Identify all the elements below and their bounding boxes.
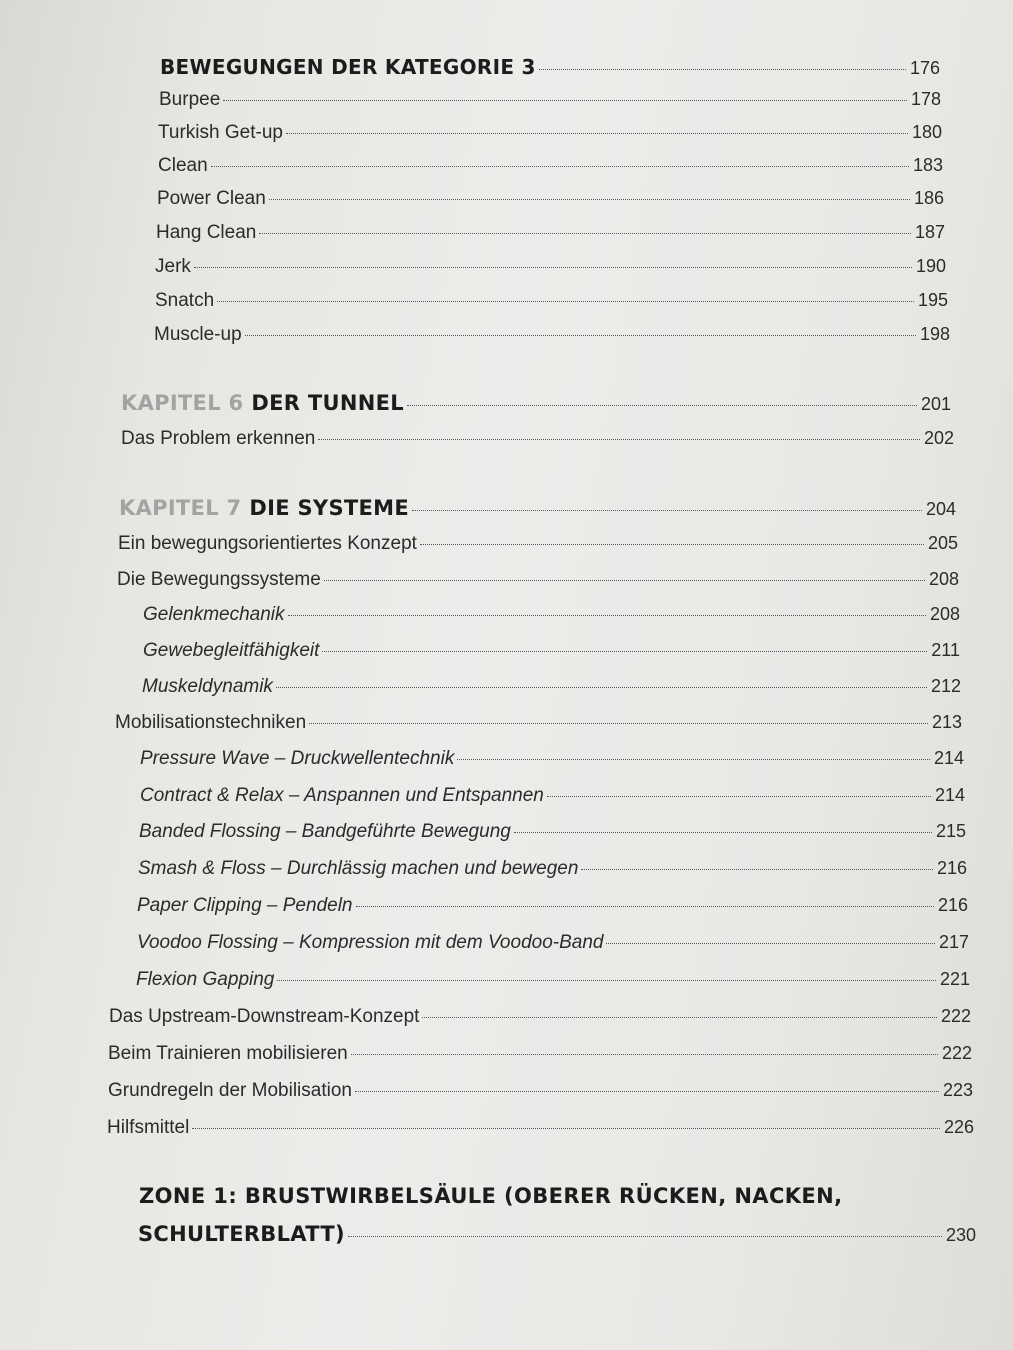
toc-subentry [140, 785, 965, 807]
dot-leader [309, 723, 928, 724]
page-number: 187 [914, 222, 945, 242]
toc-entry-title: Paper Clipping – Pendeln [137, 895, 353, 916]
toc-entry [159, 89, 941, 111]
toc-entry-title: Banded Flossing – Bandgeführte Bewegung [139, 821, 511, 842]
toc-entry [121, 428, 954, 450]
dot-leader [286, 133, 908, 134]
page-number: 222 [941, 1043, 972, 1063]
dot-leader [514, 832, 932, 833]
toc-entry-title: Hang Clean [156, 222, 257, 243]
dot-leader [269, 199, 910, 200]
page-number: 190 [915, 256, 946, 276]
chapter-heading [121, 391, 404, 415]
toc-subentry [139, 821, 966, 843]
toc-entry-title: Flexion Gapping [136, 969, 275, 990]
toc-entry-title: Pressure Wave – Druckwellentechnik [140, 748, 455, 769]
page-number: 202 [923, 428, 954, 448]
dot-leader [348, 1236, 942, 1237]
page-number: 221 [939, 969, 970, 989]
toc-entry-title: Turkish Get-up [158, 122, 283, 143]
dot-leader [277, 980, 936, 981]
dot-leader [324, 580, 925, 581]
toc-entry [158, 122, 942, 144]
page-number: 176 [909, 58, 940, 78]
toc-entry-title: Muscle-up [154, 324, 242, 345]
toc-entry [109, 1006, 971, 1028]
toc-entry-title: Das Upstream-Downstream-Konzept [109, 1006, 420, 1027]
dot-leader [245, 335, 916, 336]
dot-leader [356, 906, 934, 907]
page-number: 216 [937, 895, 968, 915]
page-number: 186 [913, 188, 944, 208]
toc-entry [118, 533, 958, 555]
dot-leader [322, 651, 927, 652]
dot-leader [412, 510, 922, 511]
page-number: 178 [910, 89, 941, 109]
toc-subentry [143, 640, 960, 662]
page-number: 198 [919, 324, 950, 344]
toc-entry-title: Gelenkmechanik [143, 604, 285, 625]
page-number: 216 [936, 858, 967, 878]
toc-entry-title: Clean [158, 155, 208, 176]
page-number: 213 [931, 712, 962, 732]
toc-entry-title: Hilfsmittel [107, 1117, 190, 1138]
dot-leader [407, 405, 917, 406]
toc-entry-title: Power Clean [157, 188, 266, 209]
toc-entry-title: Contract & Relax – Anspannen und Entspannen [140, 785, 544, 806]
toc-entry-title: Grundregeln der Mobilisation [108, 1080, 352, 1101]
dot-leader [194, 267, 912, 268]
chapter-label: KAPITEL 7 [119, 496, 242, 520]
zone1-heading-line1: ZONE 1: BRUSTWIRBELSÄULE (OBERER RÜCKEN, NACKEN, [139, 1184, 843, 1208]
page-number: 183 [912, 155, 943, 175]
page-number: 204 [925, 499, 956, 519]
chapter-heading [119, 496, 409, 520]
chapter-label: KAPITEL 6 [121, 391, 244, 415]
page-number: 212 [930, 676, 961, 696]
toc-entry-title: Das Problem erkennen [121, 428, 316, 449]
page-number: 226 [943, 1117, 974, 1137]
toc-entry-title: Burpee [159, 89, 221, 110]
dot-leader [223, 100, 907, 101]
page-number: 222 [940, 1006, 971, 1026]
page-number: 214 [933, 748, 964, 768]
dot-leader [276, 687, 927, 688]
toc-zone-1 [138, 1222, 976, 1246]
page-number: 223 [942, 1080, 973, 1100]
toc-entry-title: Beim Trainieren mobilisieren [108, 1043, 348, 1064]
page-number: 217 [938, 932, 969, 952]
chapter-title: DER TUNNEL [251, 391, 404, 415]
page-number: 208 [929, 604, 960, 624]
page-number: 201 [920, 394, 951, 414]
zone1-heading-line2: SCHULTERBLATT) [138, 1222, 345, 1246]
page-number: 215 [935, 821, 966, 841]
page-number: 230 [945, 1225, 976, 1245]
toc-entry [117, 569, 959, 591]
page-number: 214 [934, 785, 965, 805]
toc-entry [107, 1117, 974, 1139]
toc-heading-title: BEWEGUNGEN DER KATEGORIE 3 [160, 55, 536, 79]
toc-subentry [143, 604, 960, 626]
dot-leader [457, 759, 930, 760]
toc-entry-title: Smash & Floss – Durchlässig machen und bewegen [138, 858, 579, 879]
dot-leader [422, 1017, 937, 1018]
toc-subentry [137, 895, 968, 917]
toc-entry [155, 290, 948, 312]
toc-entry-title: Muskeldynamik [142, 676, 273, 697]
toc-entry-title: Ein bewegungsorientiertes Konzept [118, 533, 417, 554]
toc-heading-category3 [160, 55, 940, 79]
page-number: 211 [931, 640, 960, 660]
dot-leader [318, 439, 920, 440]
toc-entry [108, 1080, 973, 1102]
toc-entry [155, 256, 946, 278]
toc-entry-title: Mobilisationstechniken [115, 712, 307, 733]
toc-entry [158, 155, 943, 177]
toc-chapter-7 [119, 496, 956, 520]
toc-entry-title: Gewebegleitfähigkeit [143, 640, 320, 661]
dot-leader [581, 869, 933, 870]
toc-subentry [136, 969, 970, 991]
toc-entry [154, 324, 950, 346]
toc-entry-title: Voodoo Flossing – Kompression mit dem Voodoo-Band [137, 932, 604, 953]
toc-entry [156, 222, 945, 244]
dot-leader [539, 69, 906, 70]
toc-subentry [142, 676, 961, 698]
page-number: 180 [911, 122, 942, 142]
toc-entry [108, 1043, 972, 1065]
chapter-title: DIE SYSTEME [249, 496, 409, 520]
toc-entry [115, 712, 962, 734]
toc-subentry [138, 858, 967, 880]
toc-subentry [140, 748, 964, 770]
toc-entry-title: Snatch [155, 290, 215, 311]
toc-chapter-6 [121, 391, 951, 415]
page-number: 205 [927, 533, 958, 553]
dot-leader [606, 943, 934, 944]
dot-leader [420, 544, 924, 545]
dot-leader [547, 796, 931, 797]
page-number: 195 [917, 290, 948, 310]
dot-leader [217, 301, 914, 302]
dot-leader [288, 615, 926, 616]
dot-leader [351, 1054, 938, 1055]
dot-leader [192, 1128, 940, 1129]
dot-leader [355, 1091, 939, 1092]
dot-leader [259, 233, 911, 234]
toc-entry [157, 188, 944, 210]
toc-subentry [137, 932, 969, 954]
toc-entry-title: Jerk [155, 256, 191, 277]
toc-entry-title: Die Bewegungssysteme [117, 569, 321, 590]
dot-leader [211, 166, 909, 167]
page-number: 208 [928, 569, 959, 589]
